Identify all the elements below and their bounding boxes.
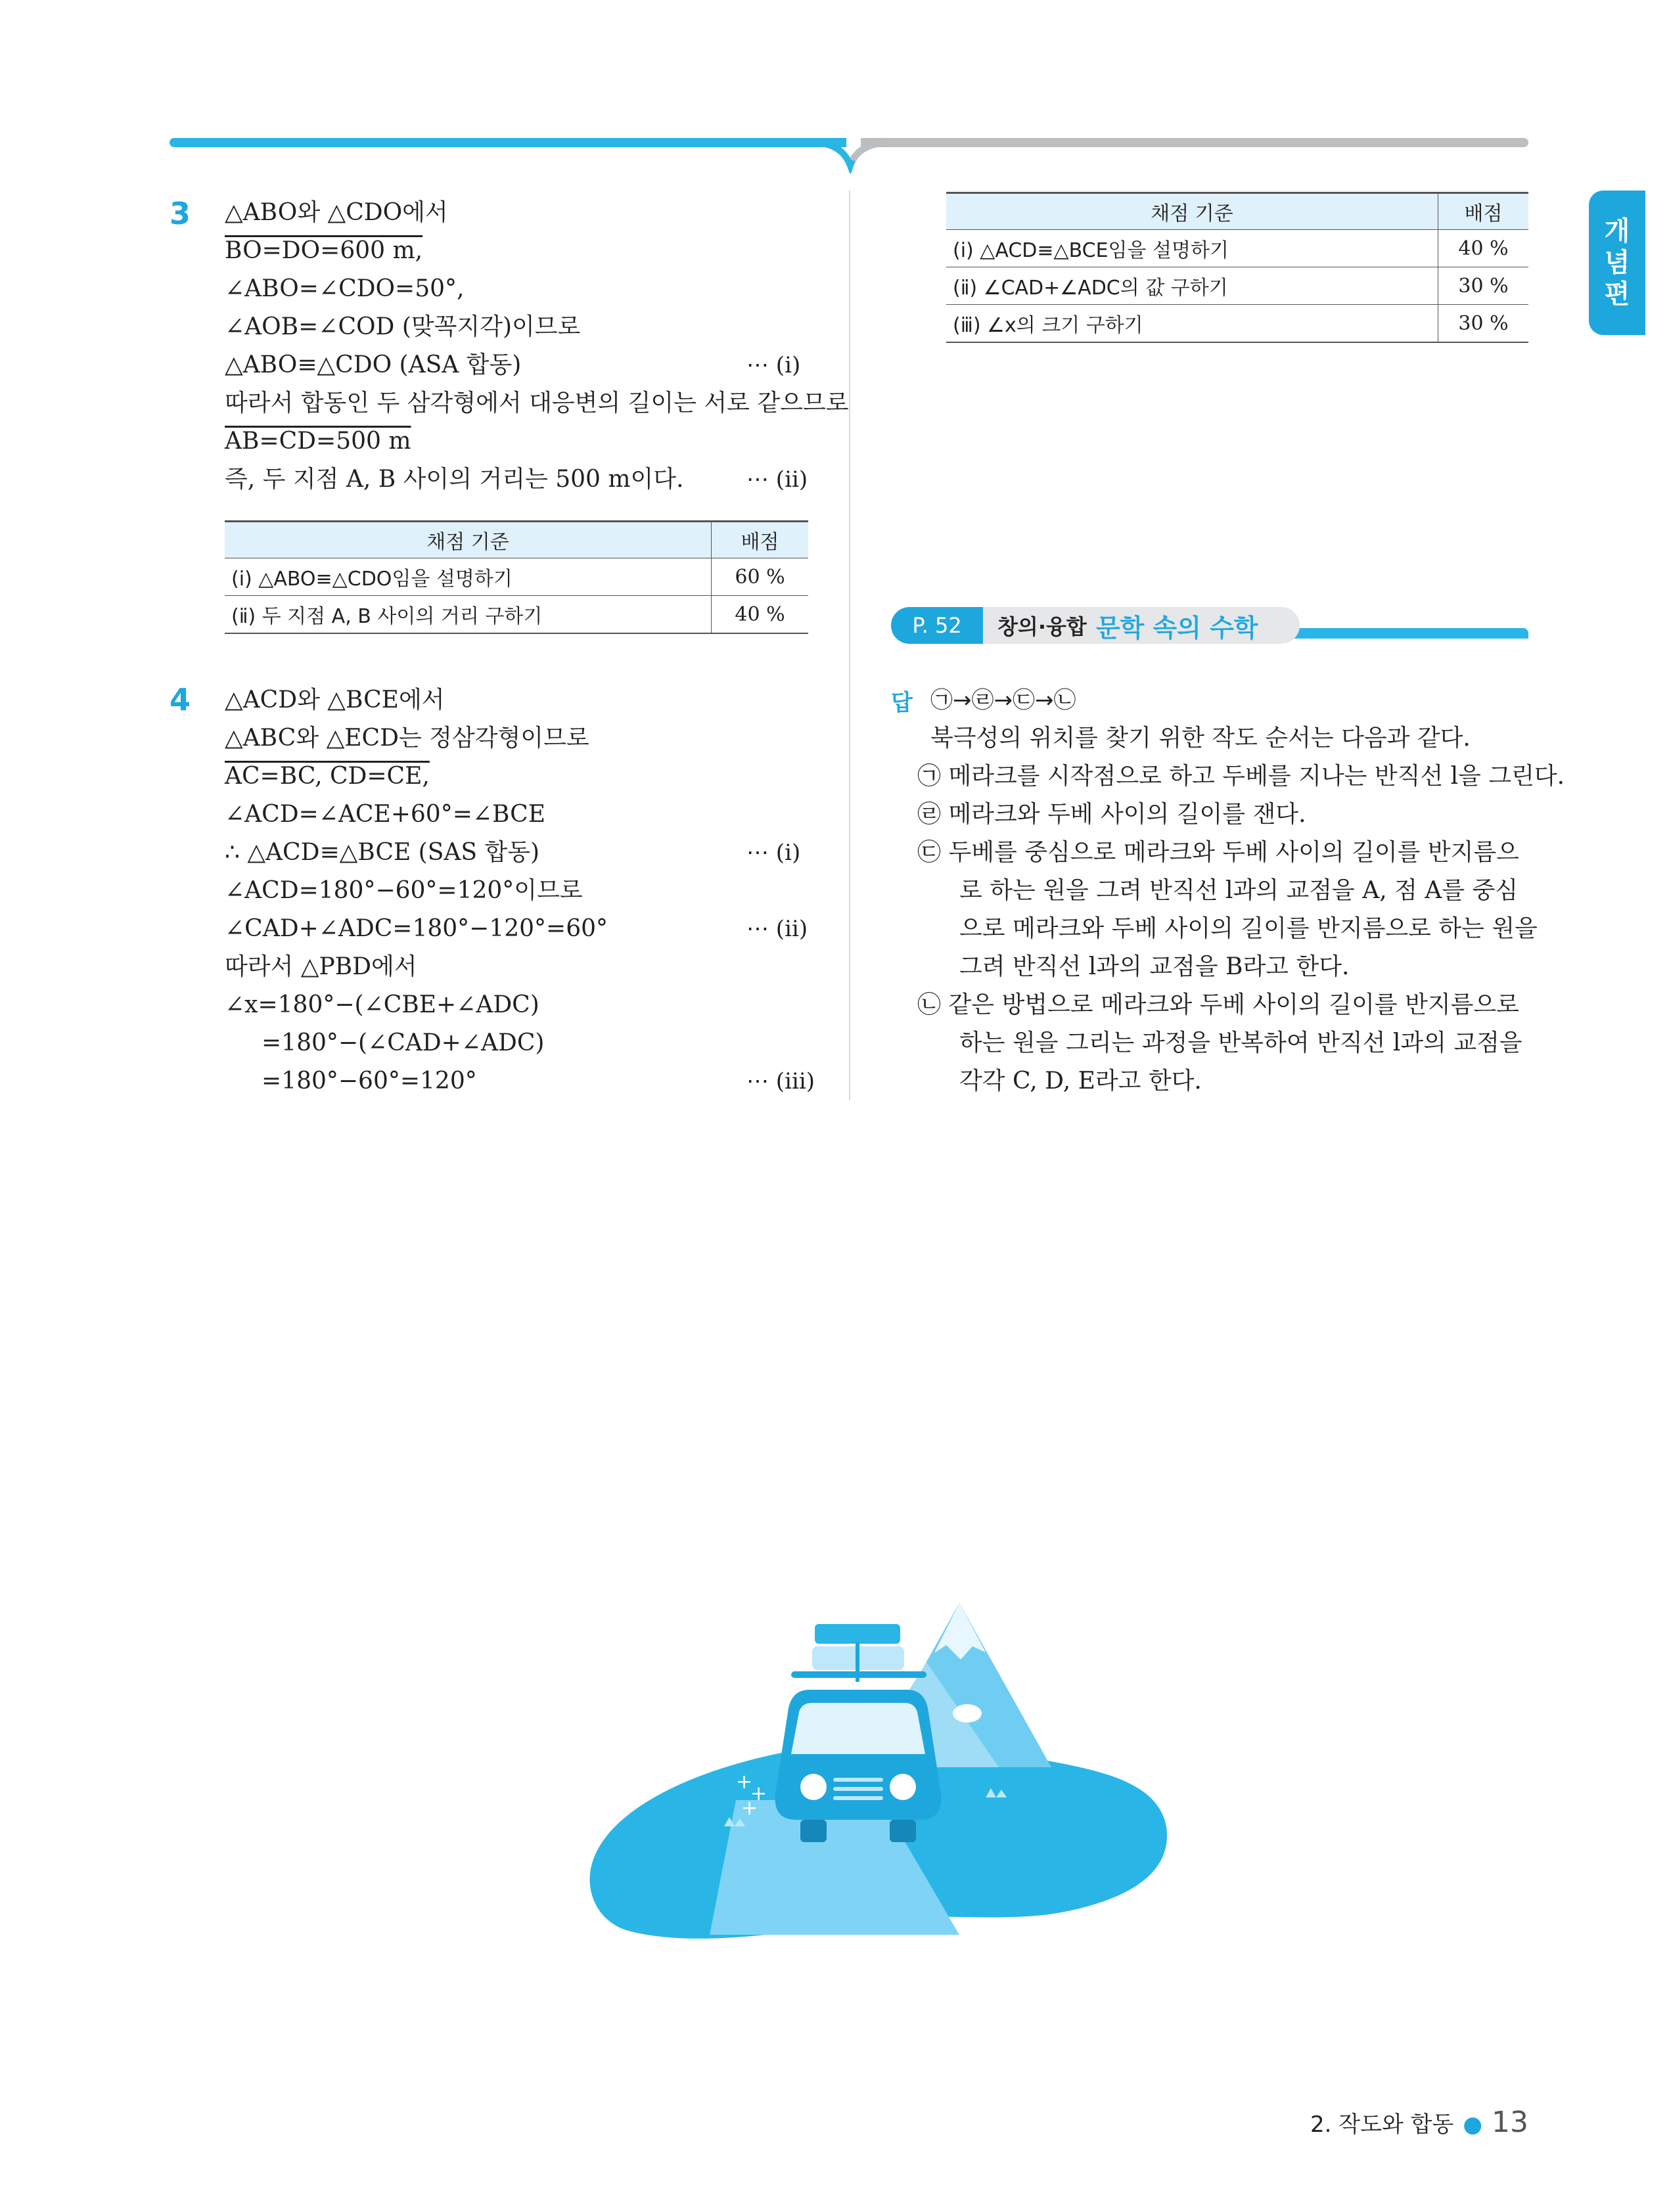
car-headlight (800, 1774, 827, 1800)
solution-line: ㉠ 메라크를 시작점으로 하고 두베를 지나는 반직선 l을 그린다. (917, 763, 1565, 790)
table-cell: 30 % (1438, 267, 1529, 305)
table-cell: (ⅲ) ∠x의 크기 구하기 (946, 305, 1438, 343)
solution-line: 로 하는 원을 그려 반직선 l과의 교점을 A, 점 A를 중심 (959, 877, 1519, 904)
svg-text:+: + (750, 1782, 767, 1805)
table-cell: 30 % (1438, 305, 1529, 343)
side-tab (1589, 191, 1645, 335)
footer-dot-icon: ● (1463, 2111, 1482, 2138)
solution-line: ∴ △ACD≡△BCE (SAS 합동) (225, 839, 540, 866)
solution-line: BO=DO=600 m, (225, 237, 423, 264)
solution-line: ㉣ 메라크와 두베 사이의 길이를 잰다. (917, 801, 1306, 828)
side-tab-char: 념 (1604, 248, 1630, 278)
side-tab-char: 개 (1604, 216, 1630, 246)
table-row (225, 596, 808, 634)
table-row (225, 558, 808, 596)
solution-line: △ABO와 △CDO에서 (225, 199, 448, 226)
solution-line: ∠x=180°−(∠CBE+∠ADC) (225, 991, 539, 1018)
solution-line: ㉡ 같은 방법으로 메라크와 두베 사이의 길이를 반지름으로 (917, 991, 1519, 1018)
section-label: 창의·융합 (997, 614, 1087, 639)
table-cell: 40 % (1438, 230, 1529, 267)
solution-line: ∠ABO=∠CDO=50°, (225, 275, 465, 302)
scoring-table (946, 192, 1528, 343)
solution-line: ∠ACD=∠ACE+60°=∠BCE (225, 801, 545, 828)
table-cell: (ⅰ) △ACD≡△BCE임을 설명하기 (946, 230, 1438, 267)
solution-line: 따라서 합동인 두 삼각형에서 대응변의 길이는 서로 같으므로 (225, 390, 849, 417)
table-header: 채점 기준 (946, 193, 1438, 230)
solution-line: AC=BC, CD=CE, (225, 763, 430, 790)
header-bar-right (861, 138, 1528, 147)
step-marker: ⋯ (ⅱ) (746, 466, 808, 493)
solution-line: 하는 원을 그리는 과정을 반복하여 반직선 l과의 교점을 (959, 1029, 1522, 1056)
solution-line: △ABO≡△CDO (ASA 합동) (225, 351, 522, 378)
solution-line: ∠CAD+∠ADC=180°−120°=60° (225, 915, 608, 942)
solution-line: ∠ACD=180°−60°=120°이므로 (225, 877, 583, 904)
table-header: 채점 기준 (225, 522, 712, 558)
car-roof-rack (815, 1624, 900, 1644)
footer-chapter: 2. 작도와 합동 (1310, 2111, 1454, 2138)
cloud (953, 1704, 982, 1723)
page-number: 13 (1492, 2106, 1528, 2139)
solution-line: △ACD와 △BCE에서 (225, 687, 445, 713)
column-divider (849, 191, 850, 1100)
solution-line: 그려 반직선 l과의 교점을 B라고 한다. (959, 953, 1350, 980)
side-tab-char: 편 (1604, 279, 1630, 309)
table-cell: 60 % (712, 558, 809, 596)
answer-label: 답 (891, 690, 913, 716)
car-windshield (791, 1703, 925, 1754)
car-mountain-illustration (578, 1603, 1183, 1945)
solution-line: 각각 C, D, E라고 한다. (959, 1068, 1202, 1095)
step-marker: ⋯ (ⅰ) (746, 840, 801, 866)
table-cell: (ⅱ) ∠CAD+∠ADC의 값 구하기 (946, 267, 1438, 305)
solution-line: AB=CD=500 m (225, 428, 411, 455)
page-ref-badge: P. 52 (891, 607, 983, 644)
solution-line: 으로 메라크와 두베 사이의 길이를 반지름으로 하는 원을 (959, 915, 1538, 942)
section-heading: 문학 속의 수학 (1095, 613, 1258, 643)
page-footer (1310, 2106, 1528, 2139)
question-number: 4 (170, 682, 191, 717)
car-headlight (890, 1774, 916, 1800)
table-row (946, 267, 1528, 305)
header-notch (812, 134, 891, 173)
step-marker: ⋯ (ⅲ) (746, 1068, 815, 1095)
answer-value: ㉠→㉣→㉢→㉡ (930, 687, 1076, 713)
section-title (983, 607, 1300, 644)
solution-line: =180°−60°=120° (262, 1068, 477, 1095)
table-cell: 40 % (712, 596, 809, 634)
question-number: 3 (170, 196, 191, 231)
car-wheel (800, 1820, 827, 1842)
solution-line: ㉢ 두베를 중심으로 메라크와 두베 사이의 길이를 반지름으 (917, 839, 1519, 866)
svg-text:+: + (741, 1797, 758, 1820)
scoring-table (225, 520, 808, 634)
svg-text:+: + (736, 1771, 753, 1794)
table-header: 배점 (1438, 193, 1529, 230)
solution-line: =180°−(∠CAD+∠ADC) (262, 1029, 545, 1056)
solution-line: 북극성의 위치를 찾기 위한 작도 순서는 다음과 같다. (930, 725, 1471, 752)
solution-line: △ABC와 △ECD는 정삼각형이므로 (225, 725, 589, 752)
car-wheel (890, 1820, 916, 1842)
table-row (946, 230, 1528, 267)
step-marker: ⋯ (ⅱ) (746, 916, 808, 942)
section-bar (1281, 628, 1528, 639)
table-cell: (ⅱ) 두 지점 A, B 사이의 거리 구하기 (225, 596, 712, 634)
solution-line: ∠AOB=∠COD (맞꼭지각)이므로 (225, 313, 581, 340)
step-marker: ⋯ (ⅰ) (746, 352, 801, 378)
solution-line: 즉, 두 지점 A, B 사이의 거리는 500 m이다. (225, 466, 684, 493)
table-row (946, 305, 1528, 343)
car-luggage-base (791, 1671, 926, 1678)
table-header: 배점 (712, 522, 809, 558)
solution-line: 따라서 △PBD에서 (225, 953, 417, 980)
header-bar-left (170, 138, 846, 147)
table-cell: (ⅰ) △ABO≡△CDO임을 설명하기 (225, 558, 712, 596)
